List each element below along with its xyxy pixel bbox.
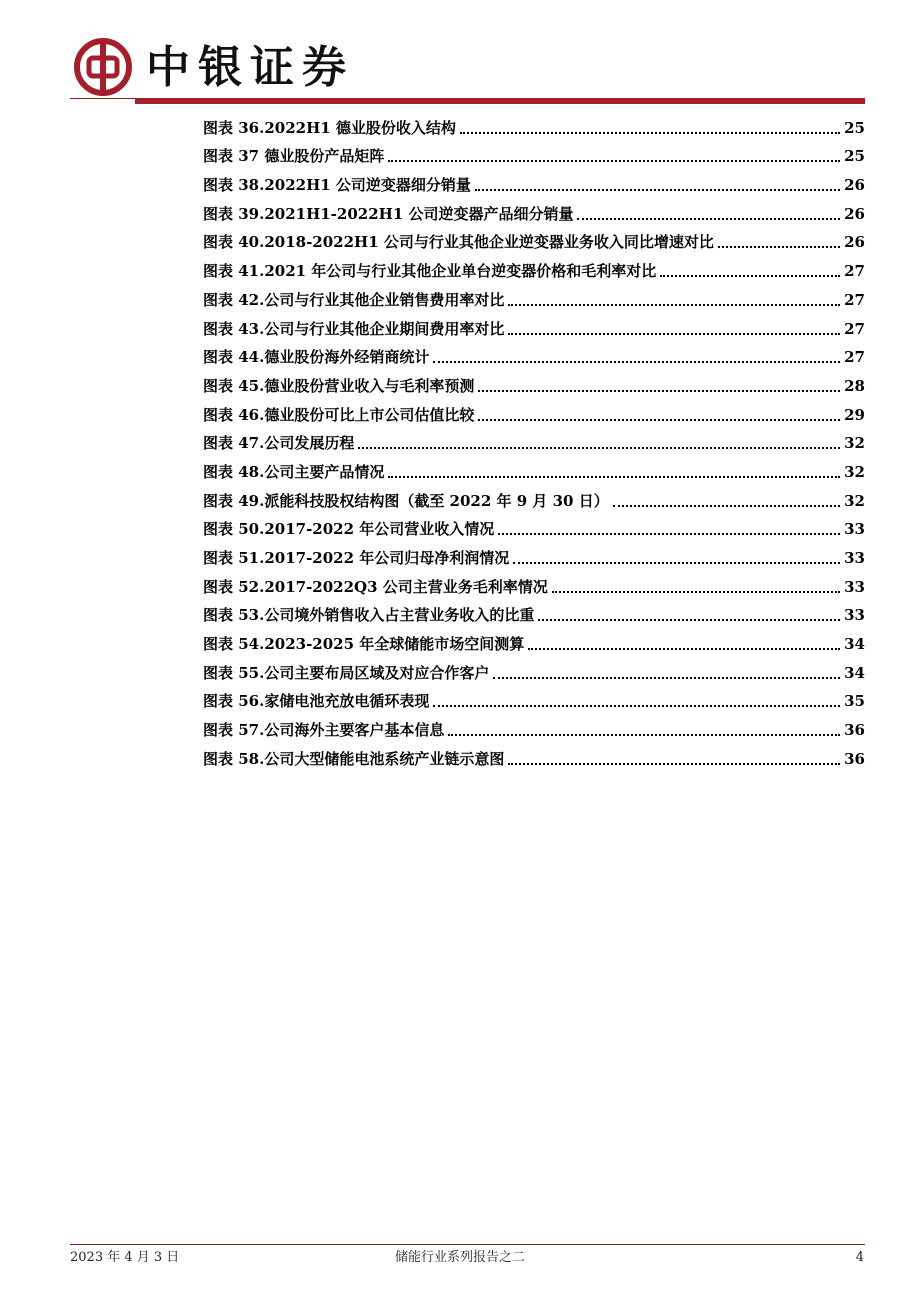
toc-entry[interactable]: [203, 656, 865, 685]
toc-entry[interactable]: [203, 570, 865, 599]
toc-entry-title: 图表 50.2017-2022 年公司营业收入情况: [203, 520, 495, 539]
toc-entry-title: 图表 46.德业股份可比上市公司估值比较: [203, 405, 475, 424]
toc-entry-page: 32: [844, 462, 865, 481]
toc-entry[interactable]: [203, 226, 865, 255]
footer-date: 2023 年 4 月 3 日: [70, 1250, 180, 1265]
toc-dot-leader: [498, 533, 840, 535]
toc-entry-page: 34: [844, 663, 865, 682]
toc-entry-page: 26: [844, 204, 865, 223]
toc-entry[interactable]: [203, 197, 865, 226]
toc-entry-title: 图表 53.公司境外销售收入占主营业务收入的比重: [203, 606, 535, 625]
toc-entry-title: 图表 55.公司主要布局区域及对应合作客户: [203, 663, 490, 682]
toc-entry-title: 图表 49.派能科技股权结构图（截至 2022 年 9 月 30 日）: [203, 491, 609, 510]
toc-entry[interactable]: [203, 627, 865, 656]
toc-dot-leader: [478, 390, 840, 392]
toc-dot-leader: [552, 591, 840, 593]
toc-entry-title: 图表 56.家储电池充放电循环表现: [203, 692, 430, 711]
toc-entry-page: 36: [844, 721, 865, 740]
toc-entry-page: 36: [844, 749, 865, 768]
toc-entry-page: 35: [844, 692, 865, 711]
toc-entry-title: 图表 52.2017-2022Q3 公司主营业务毛利率情况: [203, 577, 548, 596]
toc-entry[interactable]: [203, 484, 865, 513]
toc-entry-title: 图表 47.公司发展历程: [203, 434, 355, 453]
toc-entry-page: 33: [844, 520, 865, 539]
toc-entry-page: 33: [844, 577, 865, 596]
toc-entry-title: 图表 38.2022H1 公司逆变器细分销量: [203, 176, 471, 195]
toc-entry-title: 图表 37 德业股份产品矩阵: [203, 147, 385, 166]
toc-dot-leader: [388, 476, 840, 478]
toc-entry[interactable]: [203, 341, 865, 370]
toc-entry-page: 29: [844, 405, 865, 424]
toc-entry-page: 32: [844, 434, 865, 453]
toc-entry-title: 图表 58.公司大型储能电池系统产业链示意图: [203, 749, 505, 768]
toc-entry-title: 图表 57.公司海外主要客户基本信息: [203, 721, 445, 740]
toc-dot-leader: [508, 304, 840, 306]
toc-entry[interactable]: [203, 427, 865, 456]
toc-entry[interactable]: [203, 455, 865, 484]
figure-table-of-contents: [203, 111, 865, 771]
toc-entry[interactable]: [203, 599, 865, 628]
toc-dot-leader: [528, 648, 840, 650]
toc-entry-title: 图表 43.公司与行业其他企业期间费用率对比: [203, 319, 505, 338]
toc-entry[interactable]: [203, 541, 865, 570]
toc-entry-title: 图表 39.2021H1-2022H1 公司逆变器产品细分销量: [203, 204, 574, 223]
toc-dot-leader: [508, 333, 840, 335]
toc-entry-page: 25: [844, 147, 865, 166]
toc-dot-leader: [718, 246, 840, 248]
brand-name: 中银证券: [146, 42, 354, 93]
toc-entry-page: 27: [844, 319, 865, 338]
toc-entry-title: 图表 44.德业股份海外经销商统计: [203, 348, 430, 367]
toc-entry[interactable]: [203, 685, 865, 714]
page-header: [0, 0, 920, 110]
toc-dot-leader: [508, 763, 840, 765]
toc-dot-leader: [475, 189, 840, 191]
toc-dot-leader: [433, 705, 840, 707]
toc-entry-page: 26: [844, 176, 865, 195]
toc-dot-leader: [513, 562, 840, 564]
footer-report-series: 储能行业系列报告之二: [394, 1250, 525, 1265]
toc-entry-title: 图表 45.德业股份营业收入与毛利率预测: [203, 376, 475, 395]
toc-entry[interactable]: [203, 111, 865, 140]
toc-entry-page: 32: [844, 491, 865, 510]
toc-entry[interactable]: [203, 713, 865, 742]
toc-entry[interactable]: [203, 140, 865, 169]
footer-page-number: 4: [855, 1250, 864, 1265]
toc-entry-title: 图表 51.2017-2022 年公司归母净利润情况: [203, 549, 510, 567]
toc-entry-title: 图表 41.2021 年公司与行业其他企业单台逆变器价格和毛利率对比: [203, 262, 657, 281]
toc-entry-page: 27: [844, 290, 865, 309]
toc-entry-title: 图表 40.2018-2022H1 公司与行业其他企业逆变器业务收入同比增速对比: [203, 233, 714, 252]
toc-entry-title: 图表 54.2023-2025 年全球储能市场空间测算: [203, 635, 525, 654]
toc-dot-leader: [577, 218, 840, 220]
toc-entry[interactable]: [203, 742, 865, 771]
toc-entry[interactable]: [203, 398, 865, 427]
toc-entry[interactable]: [203, 283, 865, 312]
toc-dot-leader: [660, 275, 840, 277]
toc-entry[interactable]: [203, 254, 865, 283]
toc-entry-page: 25: [844, 118, 865, 137]
toc-dot-leader: [433, 361, 840, 363]
toc-dot-leader: [613, 505, 840, 507]
toc-dot-leader: [388, 160, 840, 162]
toc-entry-page: 27: [844, 262, 865, 281]
toc-dot-leader: [493, 677, 840, 679]
toc-entry[interactable]: [203, 312, 865, 341]
toc-entry-title: 图表 36.2022H1 德业股份收入结构: [203, 118, 456, 137]
toc-dot-leader: [538, 619, 840, 621]
toc-entry-title: 图表 48.公司主要产品情况: [203, 462, 385, 481]
bank-of-china-logo-icon: [74, 38, 132, 96]
toc-entry-page: 26: [844, 233, 865, 252]
toc-entry-page: 33: [844, 606, 865, 625]
toc-dot-leader: [460, 132, 840, 134]
toc-entry[interactable]: [203, 513, 865, 542]
toc-entry-page: 33: [844, 549, 865, 567]
header-rule-thick: [135, 98, 865, 104]
toc-entry[interactable]: [203, 168, 865, 197]
toc-dot-leader: [448, 734, 840, 736]
toc-dot-leader: [478, 419, 840, 421]
toc-entry-title: 图表 42.公司与行业其他企业销售费用率对比: [203, 290, 505, 309]
footer-rule: [70, 1244, 865, 1245]
toc-entry[interactable]: [203, 369, 865, 398]
toc-entry-page: 28: [844, 376, 865, 395]
toc-entry-page: 27: [844, 348, 865, 367]
toc-dot-leader: [358, 447, 840, 449]
toc-entry-page: 34: [844, 635, 865, 654]
